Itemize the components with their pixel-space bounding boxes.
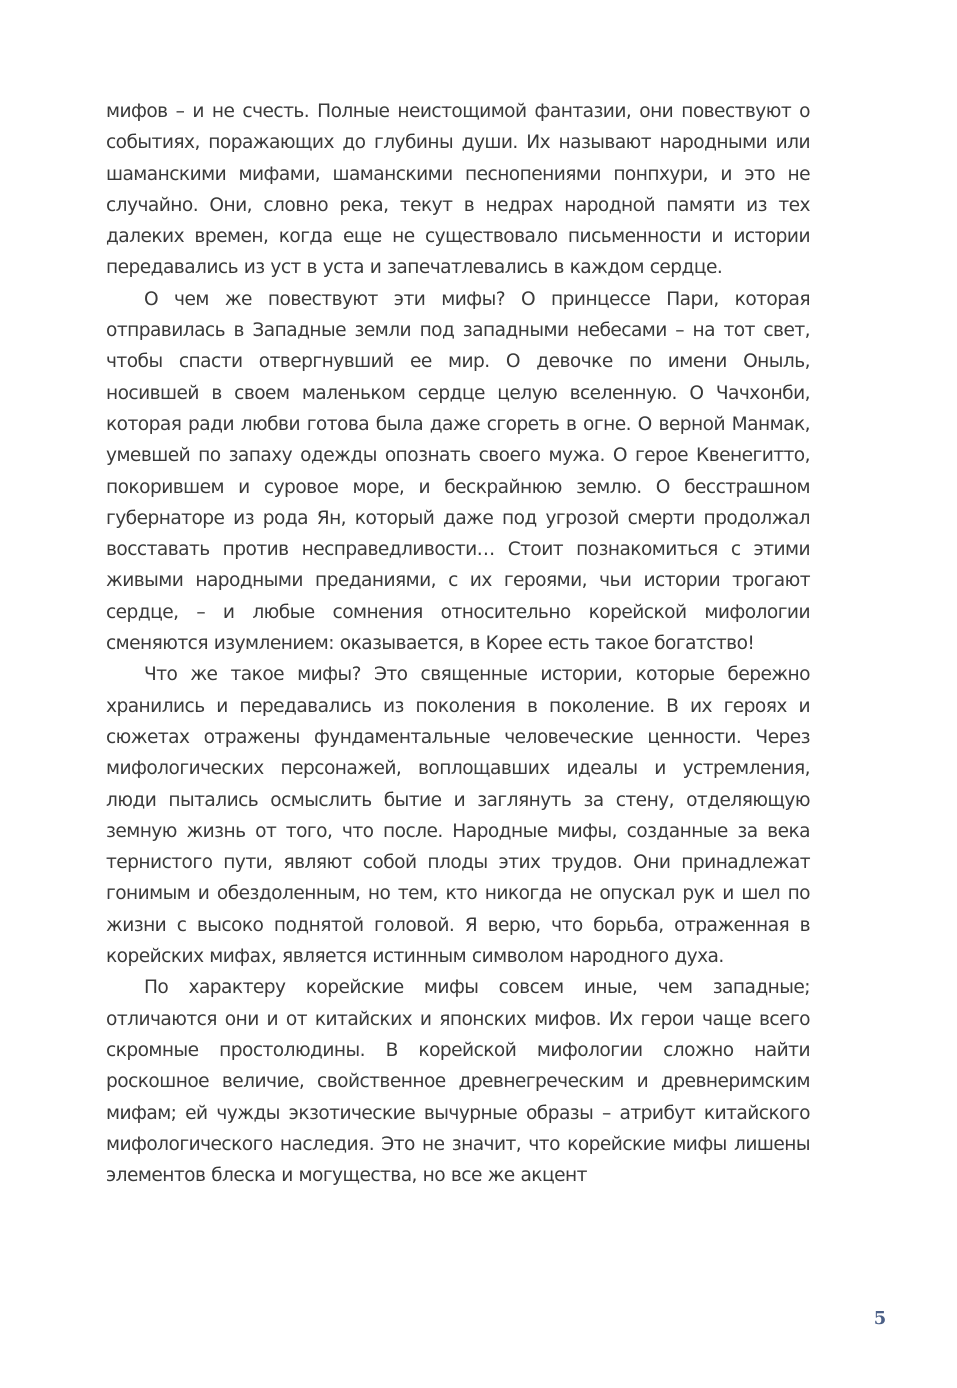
paragraph-2: О чем же повествуют эти мифы? О принцессе Пари, которая отправилась в Западные земли под западными небесами – на тот свет, чтобы спасти отвергнувший ее мир. О девочке по имени Оныль, носившей в своем маленьком сердце целую вселенную. О Чачхонби, которая ради любви готова была даже сгореть в огне. О верной Манмак, умевшей по запаху одежды опознать своего мужа. О герое Квенегитто, покорившем и суровое море, и бескрайнюю землю. О бесстрашном губернаторе из рода Ян, который даже под угрозой смерти продолжал восставать против несправедливости… Стоит познакомиться с этими живыми народными преданиями, с их героями, чьи истории трогают сердце, – и любые сомнения относительно корейской мифологии сменяются изумлением: оказывается, в Корее есть такое богатство!	[106, 288, 810, 655]
paragraph-4: По характеру корейские мифы совсем иные, чем западные; отличаются они и от китайских и японских мифов. Их герои чаще всего скромные простолюдины. В корейской мифологии сложно найти роскошное величие, свойственное древнегреческим и древнеримским мифам; ей чужды экзотические вычурные образы – атрибут китайского мифологического наследия. Это не значит, что корейские мифы лишены элементов блеска и могущества, но все же акцент	[106, 977, 810, 1187]
page-number: 5	[873, 1308, 887, 1329]
paragraph-1: мифов – и не счесть. Полные неистощимой фантазии, они повествуют о событиях, поражающих до глубины души. Их называют народными или шаманскими мифами, шаманскими песнопениями понпхури, и это не случайно. Они, словно река, текут в недрах народной памяти из тех далеких времен, когда еще не существовало письменности и истории передавались из уст в уста и запечатлевались в каждом сердце.	[106, 101, 810, 279]
paragraph-3: Что же такое мифы? Это священные истории, которые бережно хранились и передавались из поколения в поколение. В их героях и сюжетах отражены фундаментальные человеческие ценности. Через мифологических персонажей, воплощавших идеалы и устремления, люди пытались осмыслить бытие и заглянуть за стену, отделяющую земную жизнь от того, что после. Народные мифы, созданные за века тернистого пути, являют собой плоды этих трудов. Они принадлежат гонимым и обездоленным, но тем, кто никогда не опускал рук и шел по жизни с высоко поднятой головой. Я верю, что борьба, отраженная в корейских мифах, является истинным символом народного духа.	[106, 664, 810, 968]
body-text	[106, 96, 810, 1191]
